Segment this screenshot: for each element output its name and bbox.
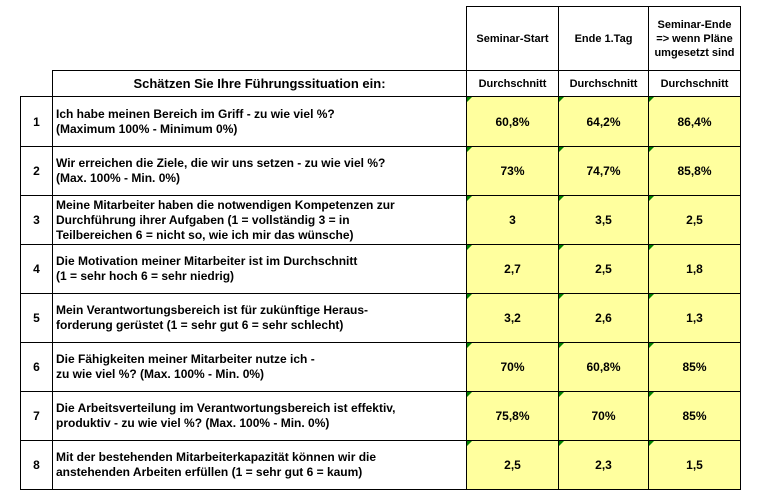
question-text: Wir erreichen die Ziele, die wir uns setzen - zu wie viel %? (Max. 100% - Min. 0%): [52, 146, 467, 196]
question-text: Die Fähigkeiten meiner Mitarbeiter nutze ich - zu wie viel %? (Max. 100% - Min. 0%): [52, 342, 467, 392]
table-title: Schätzen Sie Ihre Führungssituation ein:: [52, 70, 467, 97]
value-cell[interactable]: 3,5: [558, 195, 649, 245]
value-cell[interactable]: 74,7%: [558, 146, 649, 196]
value-cell[interactable]: 60,8%: [558, 342, 649, 392]
value-cell[interactable]: 60,8%: [466, 96, 559, 147]
value-cell[interactable]: 75,8%: [466, 391, 559, 441]
column-header-1: Seminar-Start: [466, 6, 559, 71]
value-cell[interactable]: 3,2: [466, 293, 559, 343]
value-cell[interactable]: 86,4%: [648, 96, 741, 147]
value-cell[interactable]: 70%: [558, 391, 649, 441]
column-header-3: Seminar-Ende => wenn Pläne umgesetzt sind: [648, 6, 741, 71]
value-cell[interactable]: 64,2%: [558, 96, 649, 147]
value-cell[interactable]: 70%: [466, 342, 559, 392]
value-cell[interactable]: 85,8%: [648, 146, 741, 196]
value-cell[interactable]: 1,5: [648, 440, 741, 490]
value-cell[interactable]: 3: [466, 195, 559, 245]
row-number: 1: [20, 96, 53, 147]
row-number: 2: [20, 146, 53, 196]
value-cell[interactable]: 2,5: [558, 244, 649, 294]
row-number: 5: [20, 293, 53, 343]
question-text: Mein Verantwortungsbereich ist für zukünftige Heraus- forderung gerüstet (1 = sehr gut 6 = sehr schlecht): [52, 293, 467, 343]
question-text: Die Motivation meiner Mitarbeiter ist im Durchschnitt (1 = sehr hoch 6 = sehr niedrig): [52, 244, 467, 294]
row-number: 7: [20, 391, 53, 441]
column-header-2: Ende 1.Tag: [558, 6, 649, 71]
value-cell[interactable]: 85%: [648, 391, 741, 441]
value-cell[interactable]: 1,3: [648, 293, 741, 343]
question-text: Die Arbeitsverteilung im Verantwortungsbereich ist effektiv, produktiv - zu wie viel %? (Max. 100% - Min. 0%): [52, 391, 467, 441]
row-number: 3: [20, 195, 53, 245]
column-subheader-2: Durchschnitt: [558, 70, 649, 97]
value-cell[interactable]: 2,5: [466, 440, 559, 490]
row-number: 4: [20, 244, 53, 294]
row-number: 6: [20, 342, 53, 392]
question-text: Mit der bestehenden Mitarbeiterkapazität können wir die anstehenden Arbeiten erfüllen (1 = sehr gut 6 = kaum): [52, 440, 467, 490]
value-cell[interactable]: 2,7: [466, 244, 559, 294]
question-text: Meine Mitarbeiter haben die notwendigen Kompetenzen zur Durchführung ihrer Aufgaben (1 = vollständig 3 = in Teilbereichen 6 = nicht so, wie ich mir das wünsche): [52, 195, 467, 245]
value-cell[interactable]: 2,6: [558, 293, 649, 343]
value-cell[interactable]: 85%: [648, 342, 741, 392]
question-text: Ich habe meinen Bereich im Griff - zu wie viel %? (Maximum 100% - Minimum 0%): [52, 96, 467, 147]
row-number: 8: [20, 440, 53, 490]
column-subheader-3: Durchschnitt: [648, 70, 741, 97]
value-cell[interactable]: 1,8: [648, 244, 741, 294]
column-subheader-1: Durchschnitt: [466, 70, 559, 97]
value-cell[interactable]: 73%: [466, 146, 559, 196]
value-cell[interactable]: 2,5: [648, 195, 741, 245]
value-cell[interactable]: 2,3: [558, 440, 649, 490]
